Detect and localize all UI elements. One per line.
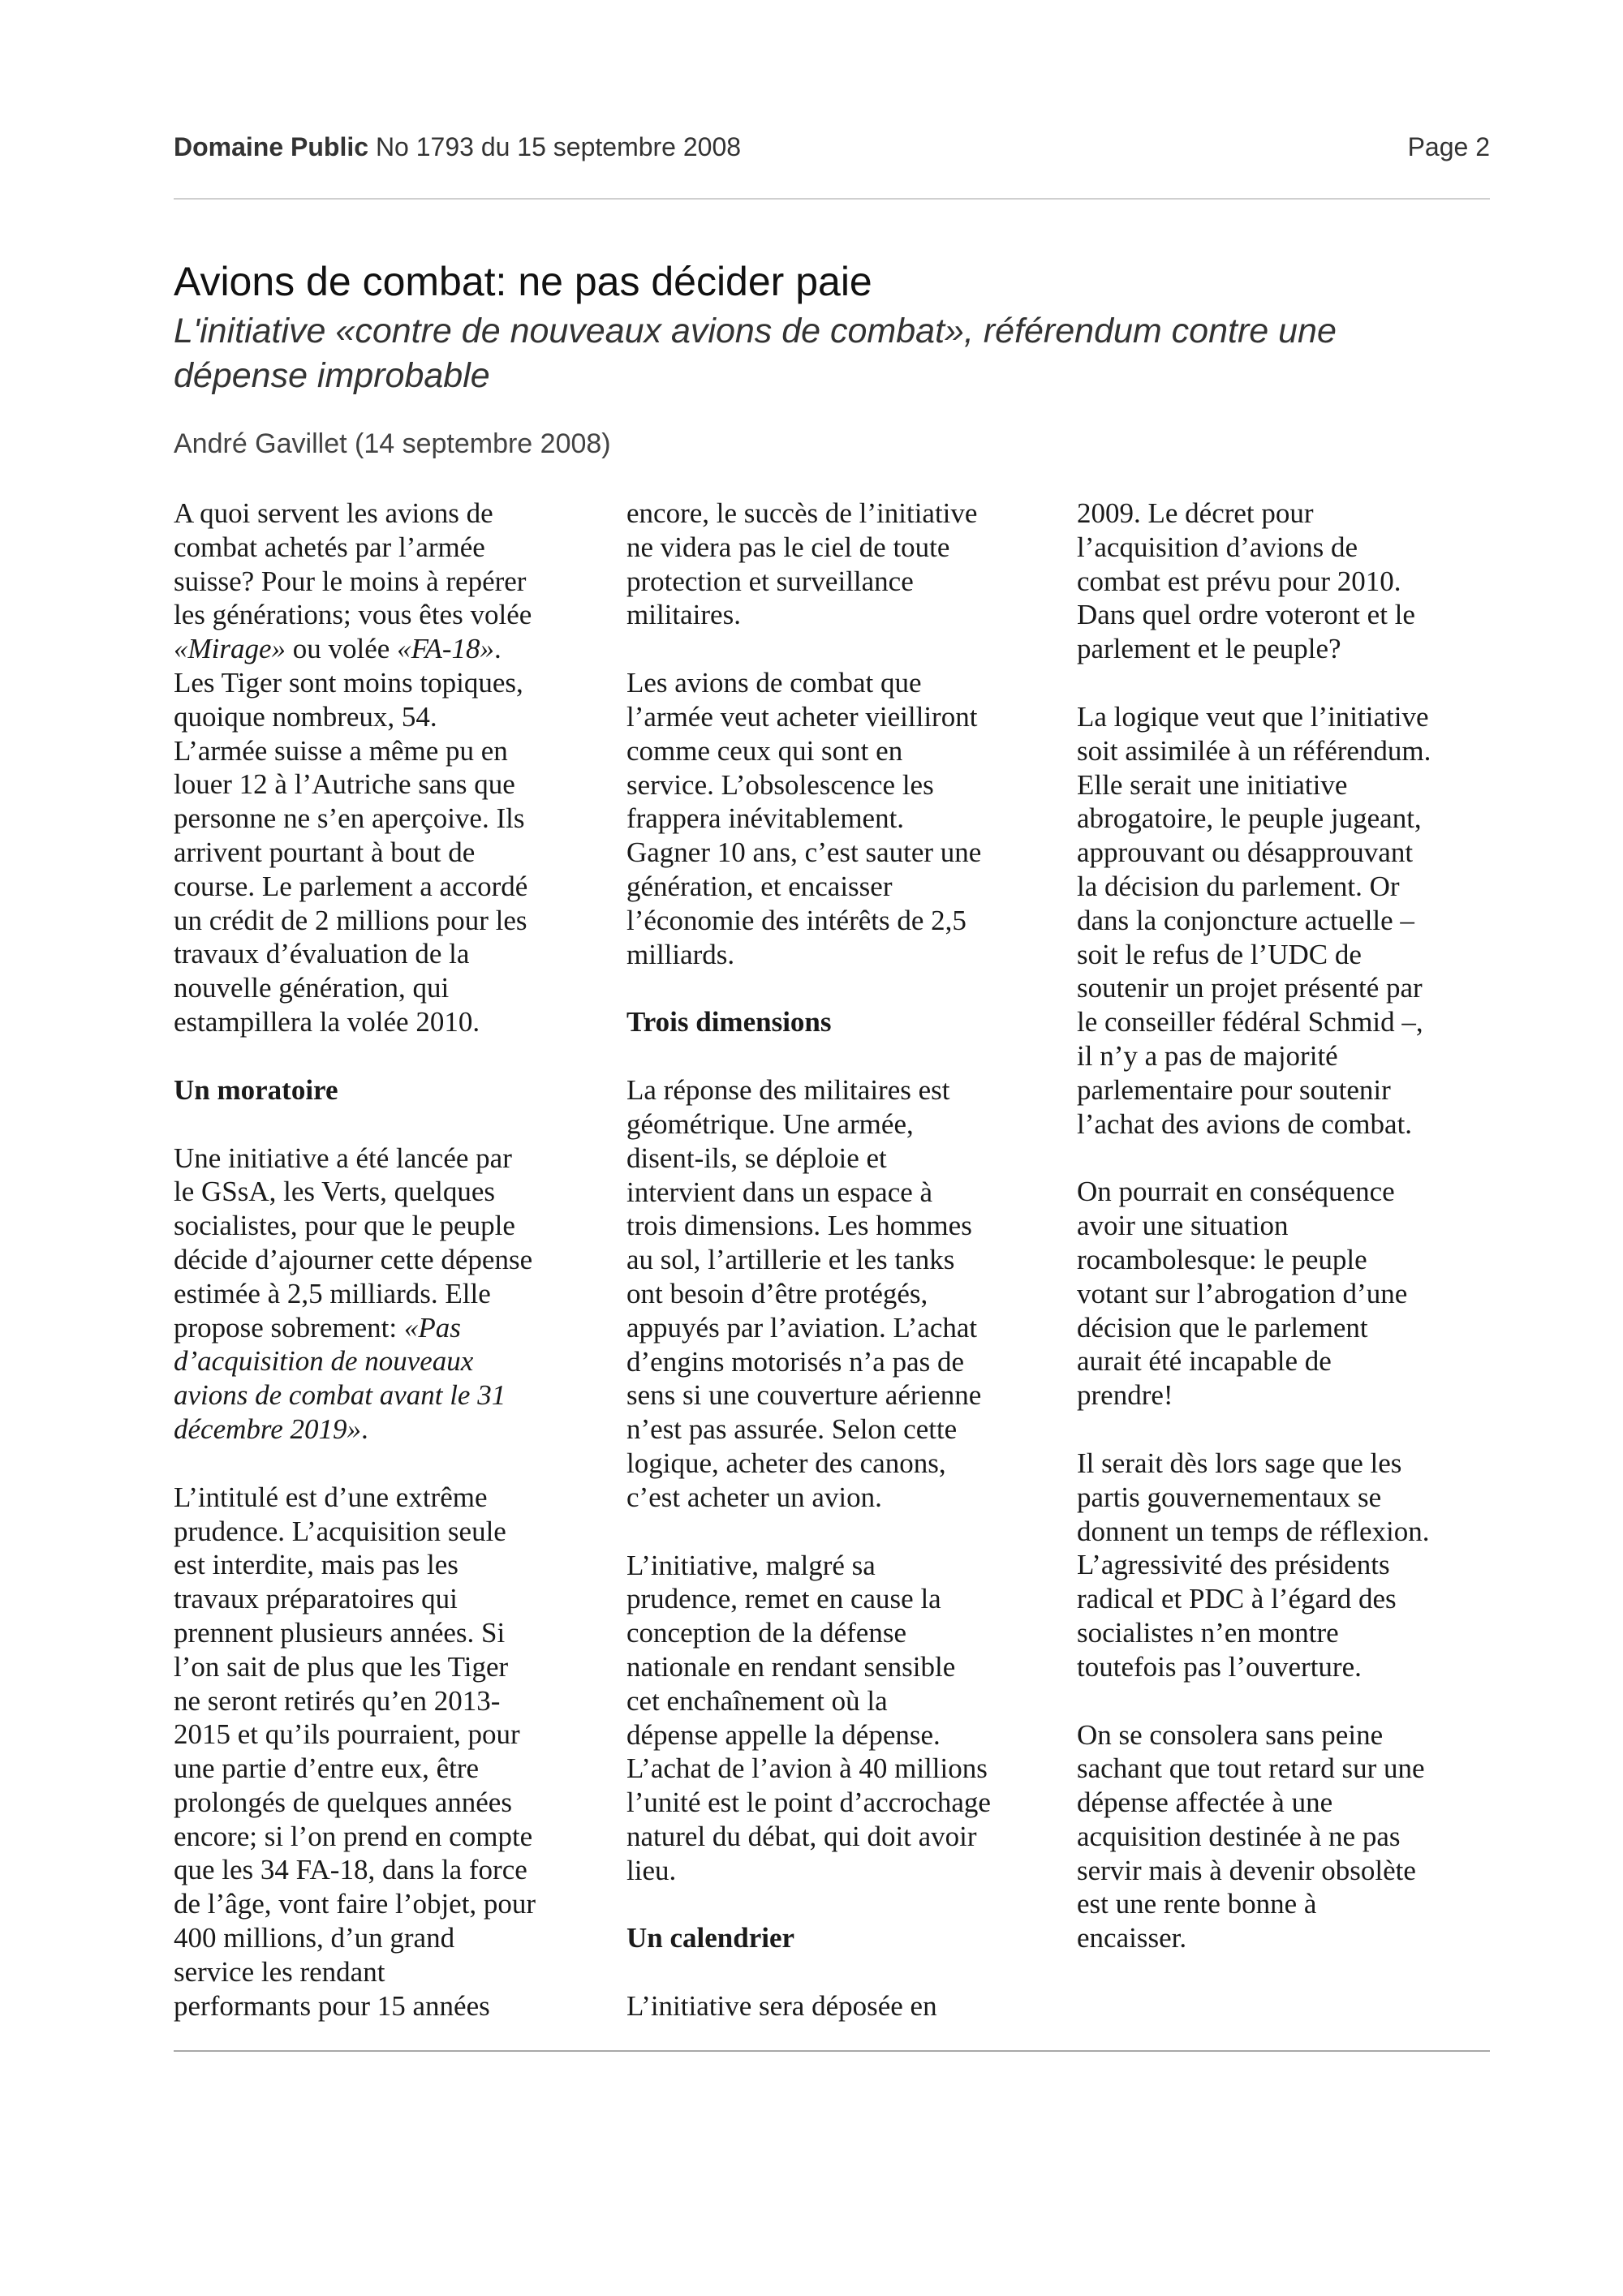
text-line: travaux préparatoires qui	[174, 1583, 458, 1615]
header-divider	[174, 198, 1490, 200]
subtitle-line: L'initiative «contre de nouveaux avions de combat», référendum contre une	[174, 312, 1337, 350]
text-line: l’achat des avions de combat.	[1077, 1107, 1413, 1140]
paragraph	[1077, 1718, 1503, 1956]
paragraph-gap	[626, 632, 1053, 666]
text-line: combat est prévu pour 2010.	[1077, 565, 1401, 597]
text-line: disent-ils, se déploie et	[626, 1142, 887, 1174]
text-line: Elle serait une initiative	[1077, 768, 1348, 801]
text-line: suisse? Pour le moins à repérer	[174, 565, 527, 597]
text-line: que les 34 FA-18, dans la force	[174, 1854, 527, 1886]
text-line: un crédit de 2 millions pour les	[174, 904, 527, 936]
text-line: intervient dans un espace à	[626, 1176, 933, 1208]
text-line: Une initiative a été lancée par	[174, 1142, 512, 1174]
text-line: comme ceux qui sont en	[626, 734, 903, 767]
text-line: acquisition destinée à ne pas	[1077, 1820, 1401, 1852]
text-line: décide d’ajourner cette dépense	[174, 1243, 533, 1275]
text-line: militaires.	[626, 599, 741, 631]
paragraph	[1077, 1175, 1503, 1412]
text-line: est une rente bonne à	[1077, 1888, 1317, 1920]
paragraph-gap	[626, 971, 1053, 1005]
text-line: Dans quel ordre voteront et le	[1077, 599, 1415, 631]
text-line: service les rendant	[174, 1955, 385, 1988]
text-line: votant sur l’abrogation d’une	[1077, 1277, 1408, 1309]
section-heading: Un moratoire	[174, 1073, 338, 1106]
paragraph	[1077, 497, 1503, 666]
text-line: L’initiative, malgré sa	[626, 1549, 876, 1581]
text-line: performants pour 15 années	[174, 1989, 490, 2022]
text-line: socialistes, pour que le peuple	[174, 1210, 515, 1242]
text-line: arrivent pourtant à bout de	[174, 836, 476, 868]
text-line: appuyés par l’aviation. L’achat	[626, 1311, 978, 1344]
text-line: ne seront retirés qu’en 2013-	[174, 1684, 501, 1717]
text-line: estimée à 2,5 milliards. Elle	[174, 1277, 491, 1309]
paragraph-gap	[626, 1039, 1053, 1073]
text-line: trois dimensions. Les hommes	[626, 1210, 972, 1242]
text-line: le GSsA, les Verts, quelques	[174, 1176, 495, 1208]
text-line: 2009. Le décret pour	[1077, 497, 1314, 529]
text-line: lieu.	[626, 1854, 677, 1886]
text-line: naturel du débat, qui doit avoir	[626, 1820, 977, 1852]
text-line: toutefois pas l’ouverture.	[1077, 1650, 1362, 1683]
text-column-1	[174, 497, 600, 2023]
text-line: abrogatoire, le peuple jugeant,	[1077, 802, 1422, 835]
paragraph-gap	[626, 1955, 1053, 1989]
text-line: A quoi servent les avions de	[174, 497, 493, 529]
footer-divider	[174, 2050, 1490, 2052]
text-line: personne ne s’en aperçoive. Ils	[174, 802, 525, 835]
article-title: Avions de combat: ne pas décider paie	[174, 259, 872, 304]
paragraph-gap	[174, 1447, 600, 1481]
text-line: prolongés de quelques années	[174, 1786, 512, 1818]
paragraph	[626, 497, 1053, 632]
text-line: La réponse des militaires est	[626, 1074, 950, 1107]
section-heading: Un calendrier	[626, 1922, 795, 1954]
text-line: ne videra pas le ciel de toute	[626, 531, 950, 563]
text-line: soit assimilée à un référendum.	[1077, 734, 1431, 767]
text-line: n’est pas assurée. Selon cette	[626, 1413, 958, 1446]
text-line: de l’âge, vont faire l’objet, pour	[174, 1888, 536, 1920]
text-line: aurait été incapable de	[1077, 1345, 1332, 1378]
paragraph-gap	[174, 1107, 600, 1142]
text-line-italic: avions de combat avant le 31	[174, 1379, 506, 1412]
text-line-italic: «Pas	[403, 1311, 461, 1344]
text-line: au sol, l’artillerie et les tanks	[626, 1244, 955, 1276]
text-line: partis gouvernementaux se	[1077, 1481, 1382, 1513]
text-line: L’intitulé est d’une extrême	[174, 1481, 488, 1513]
section-heading: Trois dimensions	[626, 1006, 832, 1038]
text-line: Il serait dès lors sage que les	[1077, 1447, 1402, 1479]
paragraph	[626, 1549, 1053, 1888]
text-line-italic: d’acquisition de nouveaux	[174, 1345, 474, 1378]
paragraph-gap	[626, 1515, 1053, 1549]
text-line: soit le refus de l’UDC de	[1077, 938, 1362, 970]
paragraph-gap	[1077, 1141, 1503, 1175]
text-line: ou volée	[286, 633, 398, 665]
text-line: Les avions de combat que	[626, 667, 922, 699]
text-line-italic: décembre 2019»	[174, 1412, 361, 1445]
paragraph	[174, 497, 600, 1039]
text-line: servir mais à devenir obsolète	[1077, 1854, 1416, 1886]
text-line: conception de la défense	[626, 1617, 906, 1649]
text-line: nationale en rendant sensible	[626, 1650, 956, 1683]
text-line: dépense appelle la dépense.	[626, 1718, 941, 1751]
text-line: sens si une couverture aérienne	[626, 1379, 982, 1412]
text-line: approuvant ou désapprouvant	[1077, 836, 1414, 869]
text-line: l’on sait de plus que les Tiger	[174, 1650, 509, 1683]
text-line: prendre!	[1077, 1379, 1173, 1412]
text-line: 2015 et qu’ils pourraient, pour	[174, 1718, 520, 1751]
text-line: prennent plusieurs années. Si	[174, 1616, 506, 1649]
text-line: prudence. L’acquisition seule	[174, 1515, 506, 1547]
text-line: soutenir un projet présenté par	[1077, 972, 1423, 1004]
text-line: Les Tiger sont moins topiques,	[174, 666, 523, 699]
text-line: il n’y a pas de majorité	[1077, 1039, 1338, 1072]
text-line: On pourrait en conséquence	[1077, 1176, 1395, 1208]
text-line: Gagner 10 ans, c’est sauter une	[626, 836, 982, 869]
text-line: louer 12 à l’Autriche sans que	[174, 768, 515, 801]
text-line: parlement et le peuple?	[1077, 633, 1341, 665]
text-line: La logique veut que l’initiative	[1077, 700, 1429, 733]
text-line: course. Le parlement a accordé	[174, 870, 528, 902]
text-line: travaux d’évaluation de la	[174, 938, 470, 970]
paragraph	[626, 666, 1053, 971]
text-line: .	[494, 633, 502, 665]
paragraph	[174, 1481, 600, 2023]
page-header	[174, 132, 1490, 162]
text-line: donnent un temps de réflexion.	[1077, 1515, 1430, 1547]
text-line: cet enchaînement où la	[626, 1684, 888, 1717]
text-column-2	[626, 497, 1053, 2023]
text-line: avoir une situation	[1077, 1210, 1289, 1242]
text-line: géométrique. Une armée,	[626, 1107, 914, 1140]
paragraph	[626, 1989, 1053, 2023]
text-line: nouvelle génération, qui	[174, 972, 450, 1004]
paragraph	[626, 1073, 1053, 1514]
text-line: .	[361, 1412, 368, 1445]
text-line: ont besoin d’être protégés,	[626, 1277, 928, 1309]
text-line-italic: «Mirage»	[174, 633, 286, 665]
text-line: estampillera la volée 2010.	[174, 1005, 480, 1038]
text-line: encaisser.	[1077, 1922, 1187, 1954]
text-line: l’acquisition d’avions de	[1077, 531, 1358, 563]
text-line: parlementaire pour soutenir	[1077, 1073, 1391, 1106]
text-line: l’économie des intérêts de 2,5	[626, 904, 966, 936]
paragraph-gap	[1077, 1412, 1503, 1447]
text-line: le conseiller fédéral Schmid –,	[1077, 1006, 1423, 1038]
text-column-3	[1077, 497, 1503, 1955]
text-line: protection et surveillance	[626, 565, 914, 597]
text-line: prudence, remet en cause la	[626, 1583, 941, 1615]
paragraph-gap	[174, 1039, 600, 1073]
text-line: propose sobrement:	[174, 1311, 404, 1344]
text-line: rocambolesque: le peuple	[1077, 1243, 1367, 1275]
text-line: c’est acheter un avion.	[626, 1481, 882, 1513]
paragraph-gap	[626, 1887, 1053, 1921]
text-line: décision que le parlement	[1077, 1311, 1368, 1344]
text-line: L’agressivité des présidents	[1077, 1549, 1390, 1581]
text-line: radical et PDC à l’égard des	[1077, 1583, 1397, 1615]
text-line: L’achat de l’avion à 40 millions	[626, 1752, 988, 1785]
article-byline: André Gavillet (14 septembre 2008)	[174, 428, 611, 459]
text-line: sachant que tout retard sur une	[1077, 1752, 1425, 1785]
paragraph	[1077, 1447, 1503, 1684]
text-line: frappera inévitablement.	[626, 802, 905, 835]
paragraph-gap	[1077, 666, 1503, 700]
text-line: encore; si l’on prend en compte	[174, 1820, 533, 1852]
text-line: est interdite, mais pas les	[174, 1549, 458, 1581]
text-line: dans la conjoncture actuelle –	[1077, 904, 1414, 936]
text-line: d’engins motorisés n’a pas de	[626, 1345, 965, 1378]
text-line: l’unité est le point d’accrochage	[626, 1786, 991, 1819]
paragraph-gap	[1077, 1684, 1503, 1718]
paragraph	[174, 1142, 600, 1447]
page-number: Page 2	[1407, 132, 1490, 161]
text-line: génération, et encaisser	[626, 870, 893, 902]
text-line: l’armée veut acheter vieilliront	[626, 700, 978, 733]
text-line: la décision du parlement. Or	[1077, 870, 1400, 902]
text-line-italic: «FA-18»	[397, 633, 494, 665]
text-line: une partie d’entre eux, être	[174, 1752, 480, 1785]
text-line: quoique nombreux, 54.	[174, 700, 437, 733]
text-line: 400 millions, d’un grand	[174, 1922, 455, 1954]
text-line: combat achetés par l’armée	[174, 531, 485, 563]
article-subtitle	[174, 309, 1505, 398]
subtitle-line: dépense improbable	[174, 356, 490, 395]
text-line: L’initiative sera déposée en	[626, 1990, 937, 2023]
text-line: On se consolera sans peine	[1077, 1718, 1384, 1751]
text-line: les générations; vous êtes volée	[174, 599, 532, 631]
text-line: L’armée suisse a même pu en	[174, 734, 508, 767]
text-line: dépense affectée à une	[1077, 1786, 1333, 1819]
text-line: encore, le succès de l’initiative	[626, 497, 978, 529]
text-line: logique, acheter des canons,	[626, 1447, 946, 1479]
publication-name: Domaine Public	[174, 132, 369, 161]
text-line: service. L’obsolescence les	[626, 768, 934, 801]
text-line: socialistes n’en montre	[1077, 1616, 1339, 1649]
text-line: milliards.	[626, 938, 735, 970]
paragraph	[1077, 700, 1503, 1141]
issue-info: No 1793 du 15 septembre 2008	[375, 132, 742, 161]
